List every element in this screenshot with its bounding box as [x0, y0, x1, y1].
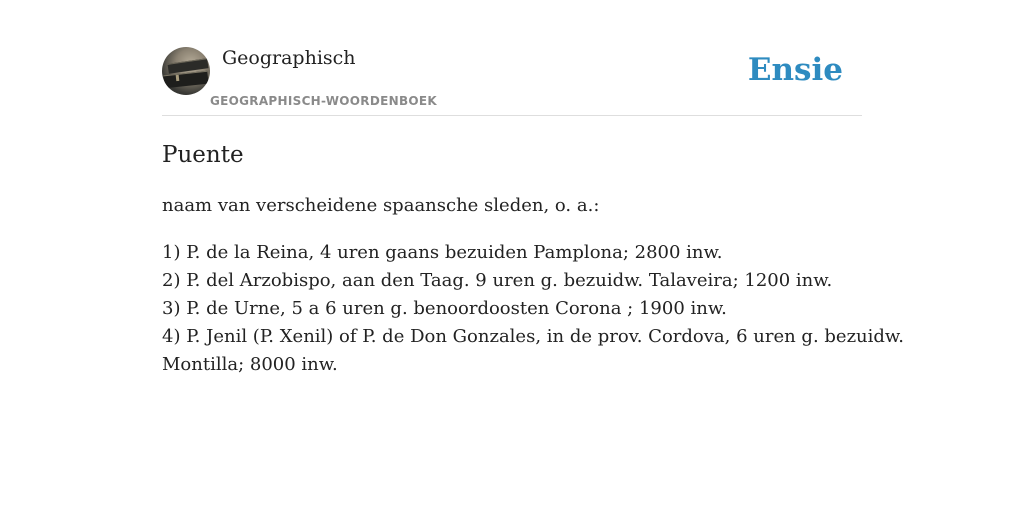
entry-intro: naam van verscheidene spaansche sleden, o. a.:	[162, 195, 600, 216]
entry-title: Puente	[162, 142, 244, 168]
list-item: 2) P. del Arzobispo, aan den Taag. 9 uren g. bezuidw. Talaveira; 1200 inw.	[162, 270, 833, 291]
entry-header	[162, 0, 862, 116]
book-stack-icon[interactable]	[162, 47, 210, 95]
list-item: 3) P. de Urne, 5 a 6 uren g. benoordoosten Corona ; 1900 inw.	[162, 298, 727, 319]
list-item-continuation: Montilla; 8000 inw.	[162, 354, 338, 375]
source-subtitle: GEOGRAPHISCH-WOORDENBOEK	[210, 94, 437, 108]
list-item: 4) P. Jenil (P. Xenil) of P. de Don Gonzales, in de prov. Cordova, 6 uren g. bezuidw.	[162, 326, 904, 347]
entry-card	[162, 0, 904, 375]
entry-list	[162, 239, 904, 379]
book-label	[176, 75, 180, 81]
list-item: 1) P. de la Reina, 4 uren gaans bezuiden Pamplona; 2800 inw.	[162, 242, 723, 263]
source-name-link[interactable]: Geographisch	[222, 47, 356, 69]
ensie-logo-link[interactable]: Ensie	[747, 52, 843, 88]
